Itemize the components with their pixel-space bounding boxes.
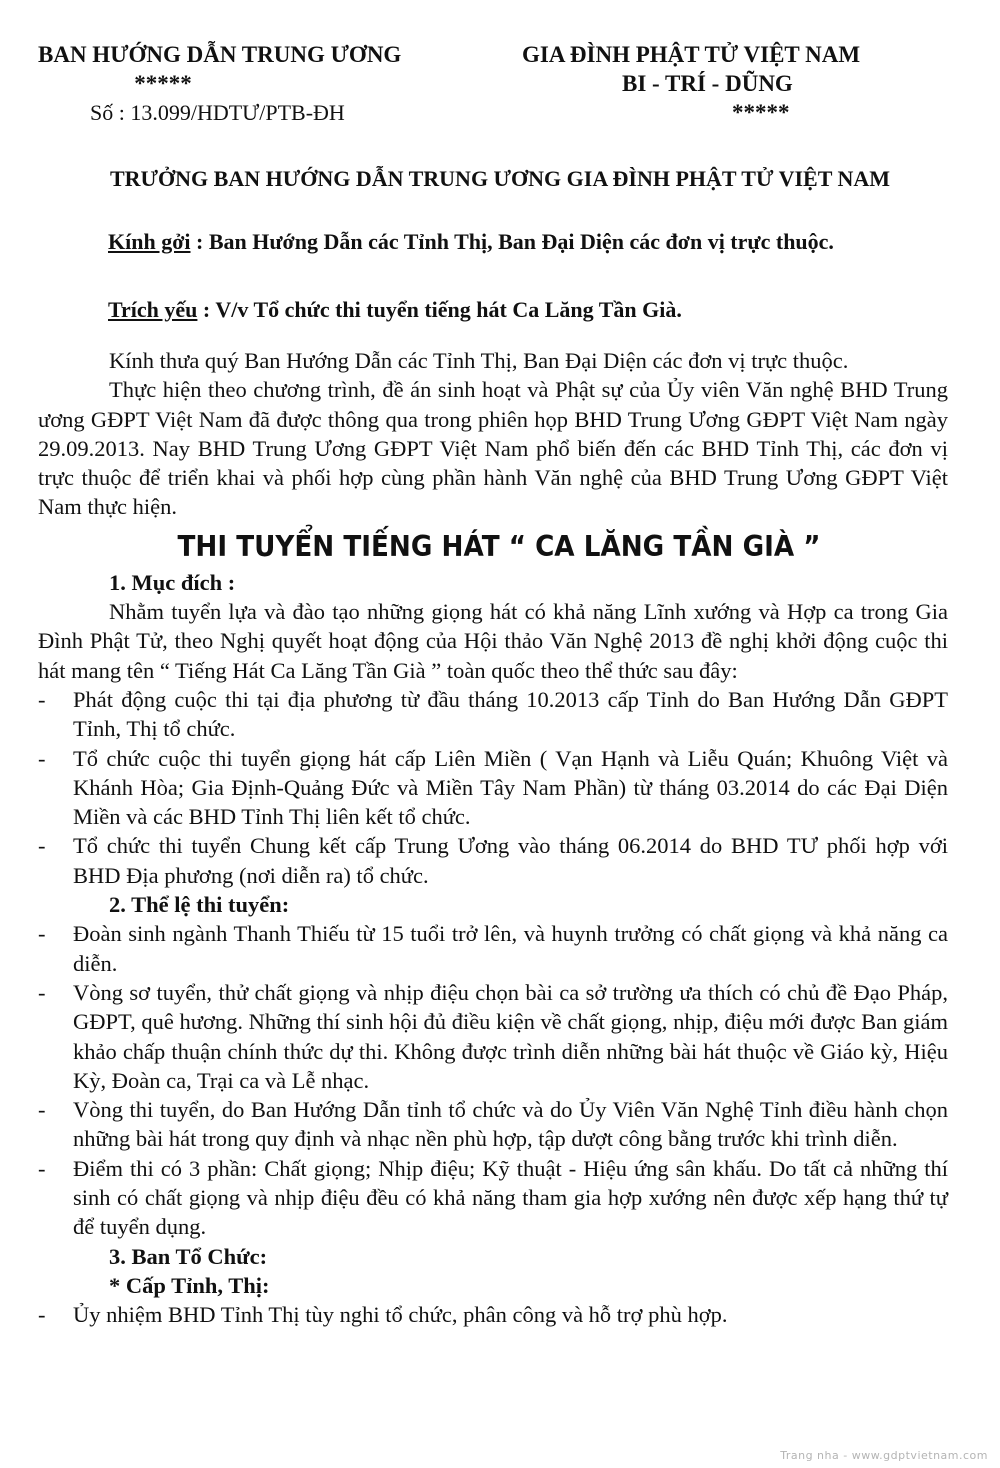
document-number: Số : 13.099/HDTƯ/PTB-ĐH xyxy=(90,100,345,125)
addressee-line xyxy=(108,229,834,255)
document-body xyxy=(38,346,948,1330)
list-item xyxy=(38,1095,948,1154)
list-item-text: Tổ chức cuộc thi tuyển giọng hát cấp Liên Miền ( Vạn Hạnh và Liễu Quán; Khuông Việt và Khánh Hòa; Gia Định-Quảng Đức và Miền Tây Nam Phần) từ tháng 03.2014 do các Đại Diện Miền và các BHD Tỉnh Thị liên kết tổ chức. xyxy=(73,745,948,830)
addressee-label: Kính gởi xyxy=(108,229,191,254)
intro-greeting: Kính thưa quý Ban Hướng Dẫn các Tỉnh Thị, Ban Đại Diện các đơn vị trực thuộc. xyxy=(109,348,849,373)
organization-name: GIA ĐÌNH PHẬT TỬ VIỆT NAM xyxy=(522,42,861,67)
subject-text: V/v Tổ chức thi tuyển tiếng hát Ca Lăng Tần Già. xyxy=(215,297,682,322)
list-item-text: Phát động cuộc thi tại địa phương từ đầu tháng 10.2013 cấp Tỉnh do Ban Hướng Dẫn GĐPT Tỉnh, Thị tổ chức. xyxy=(73,686,948,742)
subject-line xyxy=(108,297,682,323)
bullet-dash: - xyxy=(38,1097,46,1123)
header-left xyxy=(38,40,438,127)
subject-label: Trích yếu xyxy=(108,297,198,322)
subject-separator: : xyxy=(197,297,216,322)
addressee-text: Ban Hướng Dẫn các Tỉnh Thị, Ban Đại Diện các đơn vị trực thuộc. xyxy=(208,229,834,254)
document-title: TRƯỞNG BAN HƯỚNG DẪN TRUNG ƯƠNG GIA ĐÌNH PHẬT TỬ VIỆT NAM xyxy=(109,166,891,191)
list-item xyxy=(38,1154,948,1242)
addressee-separator: : xyxy=(190,229,209,254)
bullet-dash: - xyxy=(38,686,46,712)
header-right xyxy=(500,40,900,127)
intro-paragraph: Thực hiện theo chương trình, đề án sinh hoạt và Phật sự của Ủy viên Văn nghệ BHD Trung ương GĐPT Việt Nam đã được thông qua trong phiên họp BHD Trung Ương GĐPT Việt Nam ngày 29.09.2013. Nay BHD Trung Ương GĐPT Việt Nam phổ biến đến các BHD Tỉnh Thị, các đơn vị trực thuộc để triển khai và phối hợp cùng phần hành Văn nghệ của BHD Trung Ương GĐPT Việt Nam thực hiện. xyxy=(38,377,948,520)
contest-title: THI TUYỂN TIẾNG HÁT “ CA LĂNG TẦN GIÀ ” xyxy=(177,529,821,563)
bullet-dash: - xyxy=(38,1155,46,1181)
list-item-text: Tổ chức thi tuyển Chung kết cấp Trung Ương vào tháng 06.2014 do BHD TƯ phối hợp với BHD Địa phương (nơi diễn ra) tổ chức. xyxy=(73,833,948,888)
list-item-text: Ủy nhiệm BHD Tỉnh Thị tùy nghi tổ chức, phân công và hỗ trợ phù hợp. xyxy=(73,1302,728,1328)
section-rules-heading: 2. Thể lệ thi tuyển: xyxy=(109,892,290,918)
footer-watermark: Trang nha - www.gdptvietnam.com xyxy=(780,1449,988,1462)
section-purpose-paragraph: Nhằm tuyển lựa và đào tạo những giọng hát có khả năng Lĩnh xướng và Hợp ca trong Gia Đình Phật Tử, theo Nghị quyết hoạt động của Hội thảo Văn Nghệ 2013 đề nghị khởi động cuộc thi hát mang tên “ Tiếng Hát Ca Lăng Tần Già ” toàn quốc theo thể thức sau đây: xyxy=(38,599,948,683)
list-item-text: Đoàn sinh ngành Thanh Thiếu từ 15 tuổi trở lên, và huynh trưởng có chất giọng và khả năng ca diễn. xyxy=(73,921,948,976)
header-right-stars: ***** xyxy=(732,100,790,125)
motto: BI - TRÍ - DŨNG xyxy=(622,71,793,96)
list-item xyxy=(38,978,948,1095)
list-item-text: Vòng thi tuyển, do Ban Hướng Dẫn tỉnh tổ chức và do Ủy Viên Văn Nghệ Tỉnh điều hành chọn những bài hát trong quy định và nhạc nền phù hợp, tập dượt công bằng trước khi trình diễn. xyxy=(73,1097,948,1152)
list-item xyxy=(38,831,948,890)
section-purpose-heading: 1. Mục đích : xyxy=(109,569,236,595)
list-item-text: Điểm thi có 3 phần: Chất giọng; Nhịp điệu; Kỹ thuật - Hiệu ứng sân khấu. Do tất cả những thí sinh có chất giọng và nhịp điệu đều có khả năng tham gia hợp xướng nên được xếp hạng thứ tự để tuyển dụng. xyxy=(73,1155,948,1240)
list-item xyxy=(38,744,948,832)
section-organizers-subheading: * Cấp Tỉnh, Thị: xyxy=(109,1272,270,1298)
list-item xyxy=(38,1300,948,1329)
list-item xyxy=(38,919,948,978)
list-item-text: Vòng sơ tuyển, thử chất giọng và nhịp điệu chọn bài ca sở trường ưa thích có chủ đề Đạo Pháp, GĐPT, quê hương. Những thí sinh hội đủ điều kiện về chất giọng, nhịp, điệu mới được Ban giám khảo chấp thuận chính thức dự thi. Không được trình diễn những bài hát thuộc về Giáo kỳ, Hiệu Kỳ, Đoàn ca, Trại ca và Lễ nhạc. xyxy=(73,979,948,1093)
bullet-dash: - xyxy=(38,833,46,859)
bullet-dash: - xyxy=(38,745,46,771)
bullet-dash: - xyxy=(38,979,46,1005)
section-organizers-heading: 3. Ban Tổ Chức: xyxy=(109,1243,268,1269)
issuing-org: BAN HƯỚNG DẪN TRUNG ƯƠNG xyxy=(38,42,402,67)
list-item xyxy=(38,685,948,744)
bullet-dash: - xyxy=(38,921,46,947)
header-left-stars: ***** xyxy=(134,71,192,96)
bullet-dash: - xyxy=(38,1302,46,1328)
